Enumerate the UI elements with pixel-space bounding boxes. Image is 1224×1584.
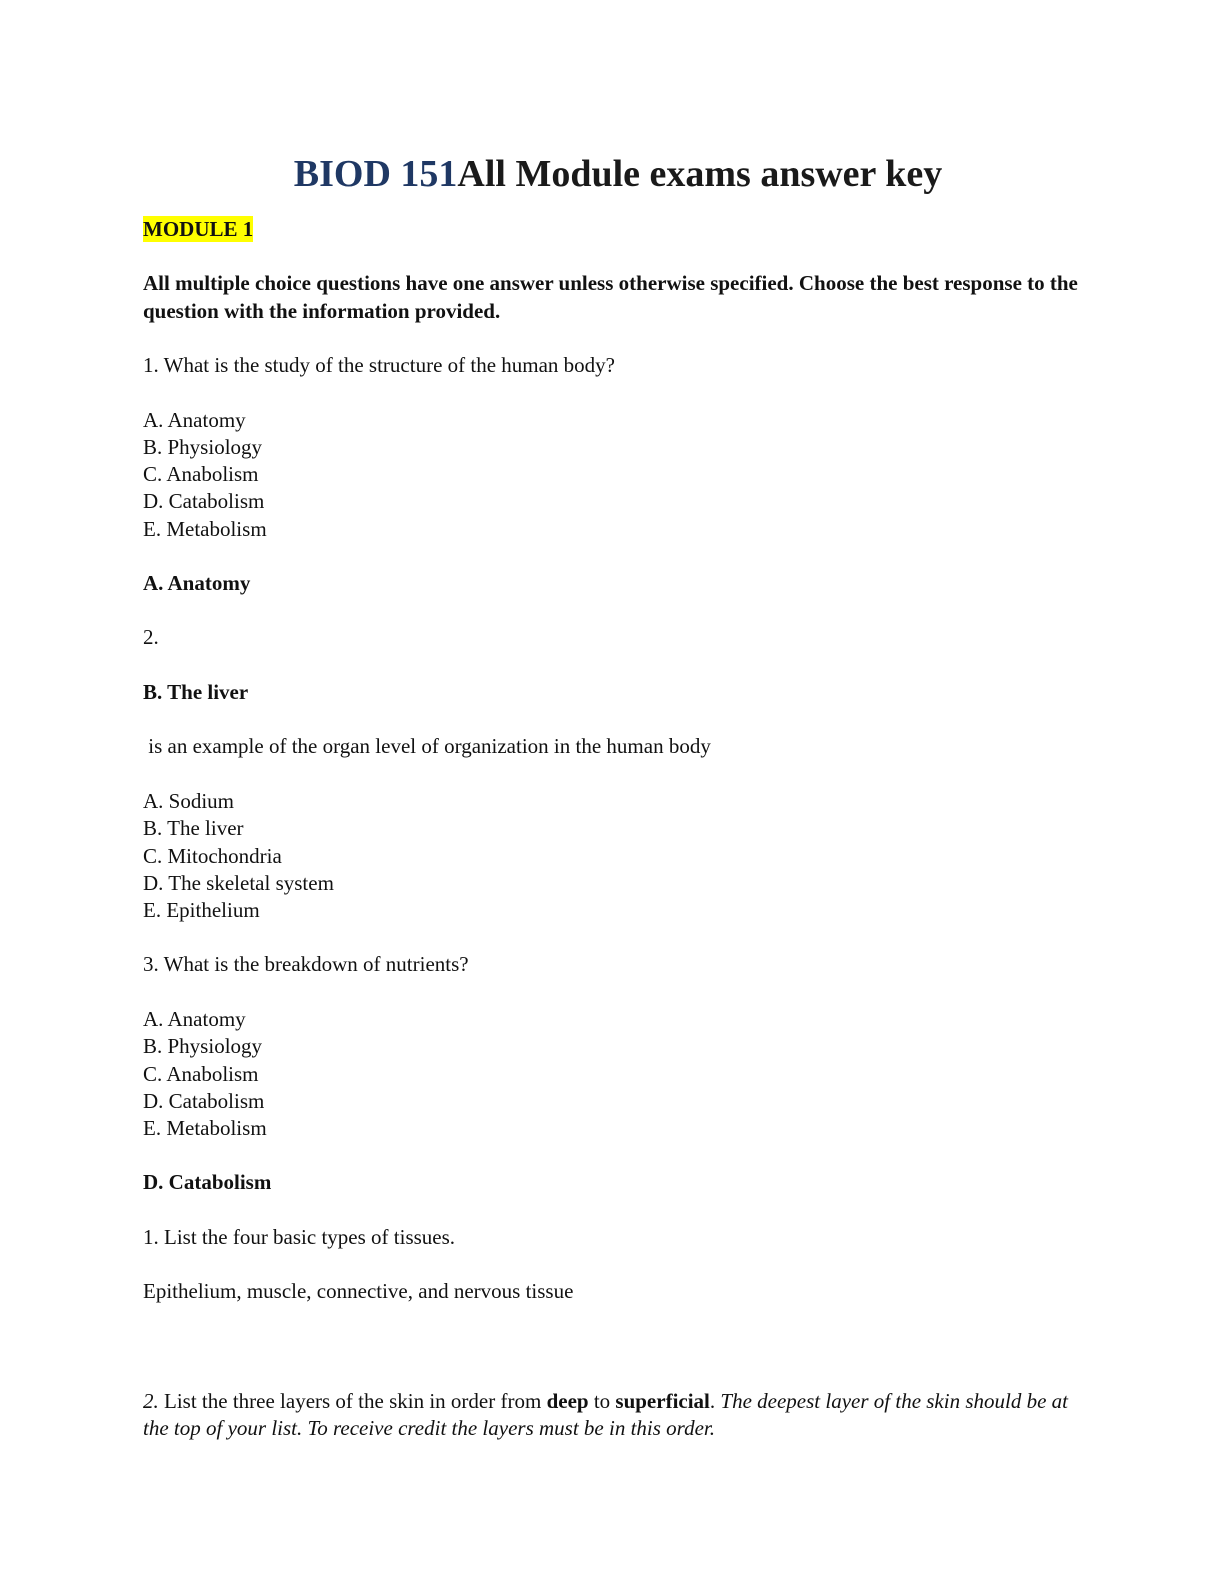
q3-option: E. Metabolism [143, 1116, 267, 1141]
document-title [143, 148, 1083, 200]
q1-option: A. Anatomy [143, 407, 246, 432]
short2-instruction: The deepest layer of the skin should be at the top of your list. To receive credit the layers must be in this order. [143, 1388, 1074, 1441]
q1-option: E. Metabolism [143, 516, 267, 541]
q2-answer: B. The liver [143, 679, 249, 704]
short1-question: 1. List the four basic types of tissues. [143, 1224, 456, 1249]
q2-option: A. Sodium [143, 788, 235, 813]
deep-keyword: deep [546, 1388, 589, 1413]
q1-answer: A. Anatomy [143, 570, 251, 595]
q3-answer: D. Catabolism [143, 1170, 272, 1195]
course-code: BIOD 151 [293, 153, 458, 195]
q1-options [143, 407, 1083, 543]
q2-option: D. The skeletal system [143, 870, 334, 895]
q2-option: B. The liver [143, 816, 244, 841]
q2-number: 2. [143, 625, 159, 650]
document-page [143, 148, 1083, 1443]
short2-number: 2. [143, 1388, 159, 1413]
q2-option: C. Mitochondria [143, 843, 282, 868]
instructions: All multiple choice questions have one answer unless otherwise specified. Choose the best response to the question with the information provided. [143, 271, 1078, 323]
q3-option: A. Anatomy [143, 1006, 246, 1031]
q1-question: 1. What is the study of the structure of the human body? [143, 353, 616, 377]
short1-answer: Epithelium, muscle, connective, and nervous tissue [143, 1279, 574, 1304]
q3-option: D. Catabolism [143, 1088, 265, 1113]
q3-option: B. Physiology [143, 1034, 263, 1059]
q2-option: E. Epithelium [143, 898, 260, 923]
title-text: All Module exams answer key [457, 153, 943, 195]
module-label: MODULE 1 [143, 217, 254, 241]
q2-statement: is an example of the organ level of organization in the human body [143, 734, 711, 759]
q1-option: C. Anabolism [143, 462, 259, 487]
superficial-keyword: superficial [615, 1388, 710, 1413]
q3-option: C. Anabolism [143, 1061, 259, 1086]
q3-options [143, 1006, 1083, 1142]
q3-question: 3. What is the breakdown of nutrients? [143, 952, 469, 977]
q1-option: B. Physiology [143, 434, 263, 459]
q1-option: D. Catabolism [143, 489, 265, 514]
q2-options [143, 788, 1083, 924]
short2-question: 2. List the three layers of the skin in order from deep to superficial. The deepest layer of the skin should be at the top of your list. To receive credit the layers must be in this order. [143, 1388, 1074, 1441]
